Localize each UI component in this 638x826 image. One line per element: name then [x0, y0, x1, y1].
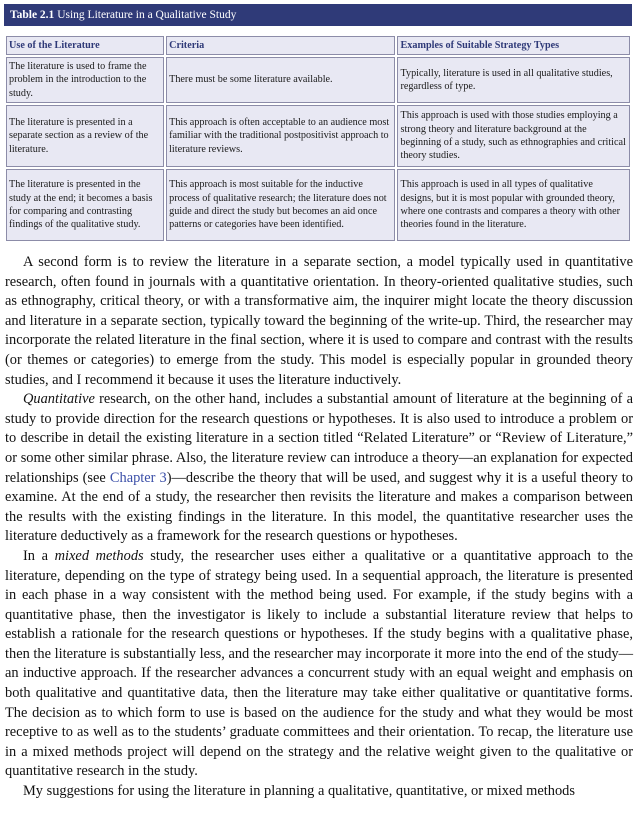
body-text — [5, 253, 633, 802]
table-cell-examples: Typically, literature is used in all qualitative studies, regardless of type. — [397, 57, 630, 103]
table-cell-criteria: This approach is most suitable for the inductive process of qualitative research; the literature does not guide and direct the study but becomes an aid once patterns or categories have been identified. — [166, 169, 395, 241]
table-caption-title: Using Literature in a Qualitative Study — [57, 9, 237, 21]
paragraph-text: In a — [23, 547, 55, 564]
table-cell-criteria: This approach is often acceptable to an audience most familiar with the traditional postpositivist approach to literature reviews. — [166, 105, 395, 167]
table-cell-examples: This approach is used with those studies employing a strong theory and literature background at the beginning of a study, such as ethnographies and critical theory studies. — [397, 105, 630, 167]
column-header-criteria: Criteria — [166, 36, 395, 55]
table-cell-use: The literature is used to frame the problem in the introduction to the study. — [6, 57, 164, 103]
table-header-row — [6, 36, 630, 55]
table-row — [6, 169, 630, 241]
table-cell-use: The literature is presented in the study at the end; it becomes a basis for comparing and contrasting findings of the qualitative study. — [6, 169, 164, 241]
paragraph-text: My suggestions for using the literature in planning a qualitative, quantitative, or mixed methods — [23, 783, 575, 800]
paragraph-text: )—describe the theory that will be used, and suggest why it is a useful theory to examine. At the end of a study, the researcher then revisits the literature and makes a comparison between the results with the existing findings in the literature. In this model, the quantitative researcher uses the literature deductively as a framework for the research questions or hypotheses. — [5, 469, 633, 545]
column-header-use: Use of the Literature — [6, 36, 164, 55]
chapter-3-link[interactable]: Chapter 3 — [109, 469, 167, 486]
table-cell-examples: This approach is used in all types of qualitative designs, but it is most popular with grounded theory, where one contrasts and compares a theory with other theories found in the literature. — [397, 169, 630, 241]
table-caption-label: Table 2.1 — [10, 9, 55, 21]
paragraph-mixed-methods — [5, 547, 633, 782]
paragraph-suggestions — [5, 782, 633, 802]
literature-table-figure — [4, 4, 632, 243]
table-row — [6, 105, 630, 167]
emphasis-quantitative: Quantitative — [23, 391, 95, 408]
table-cell-use: The literature is presented in a separate section as a review of the literature. — [6, 105, 164, 167]
paragraph-text: study, the researcher uses either a qualitative or a quantitative approach to the literature, depending on the type of strategy being used. In a sequential approach, the literature is presented in each phase in a way consistent with the method being used. For example, if the study begins with a quantitative phase, then the investigator is likely to include a substantial literature review that helps to establish a rationale for the research questions or hypotheses. If the study begins with a qualitative phase, then the literature is substantially less, and the researcher may incorporate it more into the end of the study—an inductive approach. If the researcher advances a concurrent study with an equal weight and emphasis on both qualitative and quantitative data, then the literature may take either qualitative or quantitative forms. The decision as to which form to use is based on the audience for the study and what they would be most receptive to as well as to the students’ graduate committees and their orientation. To recap, the literature use in a mixed methods project will depend on the strategy and the relative weight given to the qualitative or quantitative research in the study. — [5, 547, 633, 780]
paragraph-separate-section — [5, 253, 633, 390]
table-row — [6, 57, 630, 103]
paragraph-quantitative — [5, 390, 633, 547]
paragraph-text: A second form is to review the literature in a separate section, a model typically used in quantitative research, often found in journals with a quantitative orientation. In theory-oriented qualitative studies, such as ethnography, critical theory, or with a transformative aim, the inquirer might locate the theory discussion and literature in a separate section, typically toward the beginning of the write-up. Third, the researcher may incorporate the related literature in the final section, where it is used to compare and contrast with the results (or themes or categories) to emerge from the study. This model is especially popular in grounded theory studies, and I recommend it because it uses the literature inductively. — [5, 254, 633, 388]
paragraph-text: research, on the other hand, includes a substantial amount of literature at the beginning of a study to provide direction for the research questions or hypotheses. It is also used to introduce a problem or to describe in detail the existing literature in a section titled “Related Literature” or “Review of Literature,” or some other similar phrase. Also, the literature review can introduce a theory—an explanation for expected relationships (see — [5, 391, 633, 486]
literature-use-table — [4, 34, 632, 243]
table-cell-criteria: There must be some literature available. — [166, 57, 395, 103]
table-caption — [4, 4, 632, 26]
column-header-examples: Examples of Suitable Strategy Types — [397, 36, 630, 55]
emphasis-mixed-methods: mixed methods — [54, 547, 144, 564]
